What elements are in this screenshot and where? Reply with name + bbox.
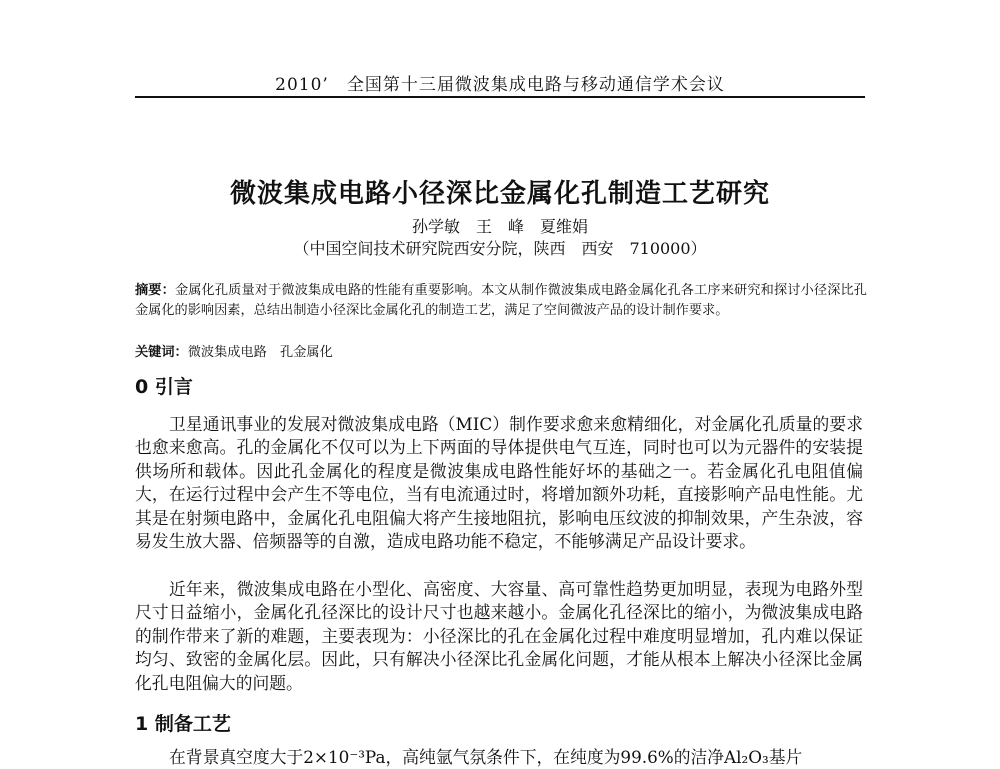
- body-paragraph: 近年来，微波集成电路在小型化、高密度、大容量、高可靠性趋势更加明显，表现为电路外型尺寸日益缩小，金属化孔径深比的设计尺寸也越来越小。金属化孔径深比的缩小，为微波集成电路的制作带来了新的难题，主要表现为：小径深比的孔在金属化过程中难度明显增加，孔内难以保证均匀、致密的金属化层。因此，只有解决小径深比孔金属化问题，才能从根本上解决小径深比金属化孔电阻偏大的问题。: [135, 579, 863, 693]
- body-paragraph: 在背景真空度大于2×10⁻³Pa，高纯氩气氛条件下，在纯度为99.6%的洁净Al₂O₃基片: [169, 747, 803, 767]
- keywords: [135, 343, 867, 363]
- running-header: 2010’ 全国第十三届微波集成电路与移动通信学术会议: [275, 75, 725, 95]
- keywords-text: 微波集成电路 孔金属化: [187, 345, 333, 360]
- authors: 孙学敏 王 峰 夏维娟: [411, 217, 588, 236]
- body-paragraph: 卫星通讯事业的发展对微波集成电路（MIC）制作要求愈来愈精细化，对金属化孔质量的要求也愈来愈高。孔的金属化不仅可以为上下两面的导体提供电气互连，同时也可以为元器件的安装提供场所和载体。因此孔金属化的程度是微波集成电路性能好坏的基础之一。若金属化孔电阻值偏大，在运行过程中会产生不等电位，当有电流通过时，将增加额外功耗，直接影响产品电性能。尤其是在射频电路中，金属化孔电阻偏大将产生接地阻抗，影响电压纹波的抑制效果，产生杂波，容易发生放大器、倍频器等的自激，造成电路功能不稳定，不能够满足产品设计要求。: [135, 414, 863, 552]
- paper-title: 微波集成电路小径深比金属化孔制造工艺研究: [229, 179, 770, 209]
- keywords-label: 关键词：: [135, 345, 188, 360]
- section-heading-intro: 0 引言: [135, 376, 193, 398]
- abstract-label: 摘要：: [135, 283, 175, 298]
- abstract-text: 金属化孔质量对于微波集成电路的性能有重要影响。本文从制作微波集成电路金属化孔各工序来研究和探讨小径深比孔金属化的影响因素，总结出制造小径深比金属化孔的制造工艺，满足了空间微波产品的设计制作要求。: [135, 283, 867, 318]
- affiliation: （中国空间技术研究院西安分院，陕西 西安 710000）: [293, 239, 707, 258]
- section-heading-process: 1 制备工艺: [135, 713, 231, 735]
- header-rule: [135, 96, 865, 98]
- abstract: [135, 281, 867, 321]
